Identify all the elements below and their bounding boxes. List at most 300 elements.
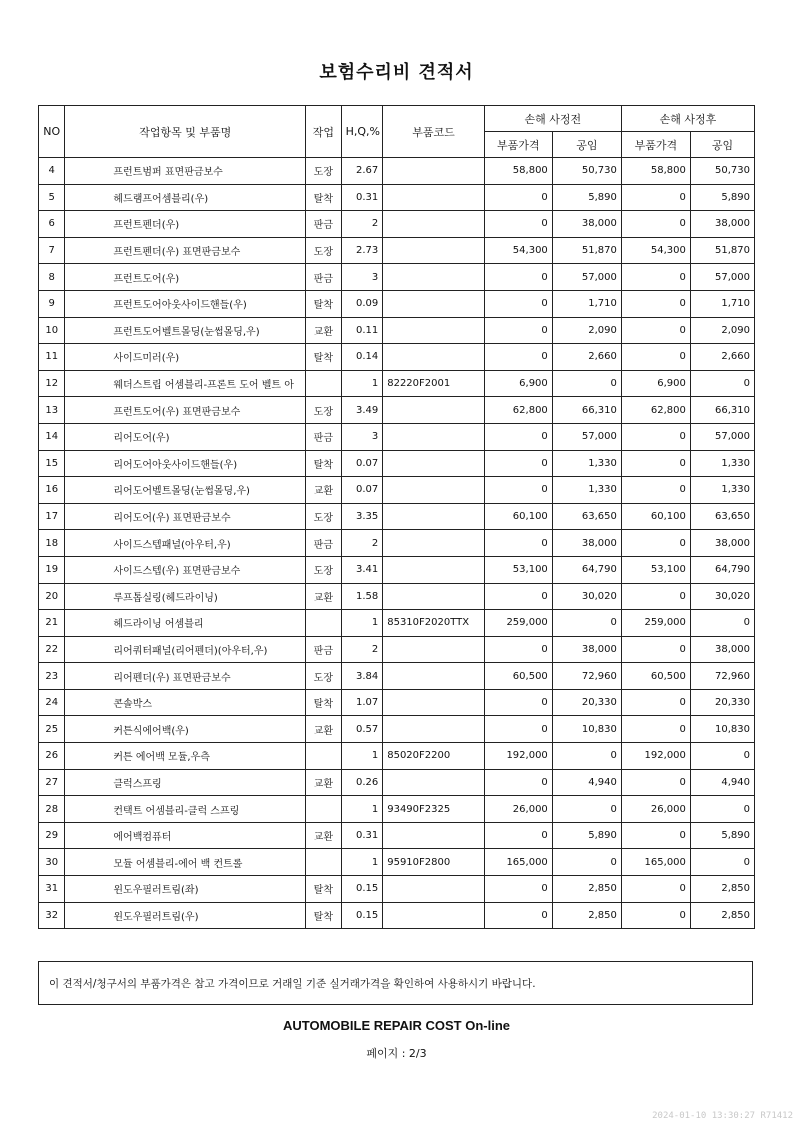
row-no: 32: [39, 902, 65, 929]
header-before-price: 부품가격: [484, 132, 552, 158]
table-row: [39, 796, 755, 823]
row-part-code: [383, 902, 485, 929]
row-before-labor: 5,890: [552, 822, 621, 849]
row-after-labor: 57,000: [690, 423, 754, 450]
row-item-name: 리어쿼터패널(리어펜더)(아우터,우): [65, 636, 306, 663]
row-part-code: [383, 663, 485, 690]
row-work: 교환: [306, 822, 342, 849]
row-after-price: 0: [621, 876, 690, 903]
row-before-price: 0: [484, 344, 552, 371]
row-item-name: 사이드미러(우): [65, 344, 306, 371]
header-before-labor: 공임: [552, 132, 621, 158]
row-work: 판금: [306, 530, 342, 557]
row-before-price: 0: [484, 264, 552, 291]
row-before-labor: 2,850: [552, 902, 621, 929]
row-after-price: 0: [621, 716, 690, 743]
table-row: [39, 344, 755, 371]
row-hq: 1: [341, 849, 383, 876]
row-before-price: 60,100: [484, 503, 552, 530]
row-before-price: 0: [484, 211, 552, 238]
row-before-price: 0: [484, 636, 552, 663]
row-before-price: 192,000: [484, 743, 552, 770]
row-after-labor: 0: [690, 743, 754, 770]
row-no: 8: [39, 264, 65, 291]
row-before-labor: 10,830: [552, 716, 621, 743]
row-part-code: [383, 317, 485, 344]
row-before-labor: 2,850: [552, 876, 621, 903]
row-part-code: [383, 397, 485, 424]
row-after-labor: 30,020: [690, 583, 754, 610]
row-hq: 0.07: [341, 477, 383, 504]
row-after-price: 0: [621, 530, 690, 557]
row-after-labor: 50,730: [690, 158, 754, 185]
row-part-code: [383, 344, 485, 371]
row-hq: 1: [341, 743, 383, 770]
row-item-name: 리어도어(우) 표면판금보수: [65, 503, 306, 530]
row-after-price: 0: [621, 477, 690, 504]
row-after-price: 0: [621, 290, 690, 317]
table-row: [39, 822, 755, 849]
row-after-labor: 64,790: [690, 556, 754, 583]
row-after-price: 192,000: [621, 743, 690, 770]
row-before-price: 165,000: [484, 849, 552, 876]
row-after-labor: 1,710: [690, 290, 754, 317]
row-part-code: [383, 876, 485, 903]
row-work: 교환: [306, 769, 342, 796]
row-hq: 0.07: [341, 450, 383, 477]
header-item: 작업항목 및 부품명: [65, 106, 306, 158]
row-after-labor: 20,330: [690, 689, 754, 716]
row-before-labor: 2,090: [552, 317, 621, 344]
row-hq: 0.09: [341, 290, 383, 317]
estimate-table: [38, 105, 755, 929]
row-work: 판금: [306, 264, 342, 291]
row-after-labor: 51,870: [690, 237, 754, 264]
row-after-price: 0: [621, 636, 690, 663]
row-item-name: 프런트펜더(우): [65, 211, 306, 238]
row-after-labor: 63,650: [690, 503, 754, 530]
row-hq: 3.41: [341, 556, 383, 583]
row-work: 도장: [306, 237, 342, 264]
row-before-labor: 57,000: [552, 423, 621, 450]
row-part-code: [383, 158, 485, 185]
row-item-name: 콘솔박스: [65, 689, 306, 716]
row-work: [306, 370, 342, 397]
row-hq: 1: [341, 610, 383, 637]
row-after-price: 0: [621, 769, 690, 796]
table-row: [39, 158, 755, 185]
row-before-price: 26,000: [484, 796, 552, 823]
row-work: 도장: [306, 663, 342, 690]
row-before-price: 0: [484, 450, 552, 477]
row-no: 16: [39, 477, 65, 504]
row-work: 교환: [306, 477, 342, 504]
row-hq: 1.58: [341, 583, 383, 610]
row-no: 31: [39, 876, 65, 903]
row-hq: 1: [341, 796, 383, 823]
row-item-name: 리어도어아웃사이드핸들(우): [65, 450, 306, 477]
row-after-price: 0: [621, 317, 690, 344]
row-item-name: 프런트도어아웃사이드핸들(우): [65, 290, 306, 317]
table-row: [39, 556, 755, 583]
row-after-labor: 66,310: [690, 397, 754, 424]
row-before-price: 0: [484, 530, 552, 557]
table-row: [39, 743, 755, 770]
row-no: 18: [39, 530, 65, 557]
table-row: [39, 902, 755, 929]
row-before-labor: 0: [552, 743, 621, 770]
row-before-labor: 2,660: [552, 344, 621, 371]
row-before-labor: 1,330: [552, 450, 621, 477]
row-after-price: 62,800: [621, 397, 690, 424]
row-item-name: 헤드라이닝 어셈블리: [65, 610, 306, 637]
header-after-labor: 공임: [690, 132, 754, 158]
row-after-labor: 5,890: [690, 822, 754, 849]
header-after: 손해 사정후: [621, 106, 754, 132]
table-row: [39, 503, 755, 530]
table-row: [39, 689, 755, 716]
row-item-name: 헤드램프어셈블리(우): [65, 184, 306, 211]
row-no: 15: [39, 450, 65, 477]
row-before-labor: 4,940: [552, 769, 621, 796]
row-after-labor: 4,940: [690, 769, 754, 796]
row-before-price: 53,100: [484, 556, 552, 583]
row-after-labor: 0: [690, 849, 754, 876]
header-work: 작업: [306, 106, 342, 158]
row-part-code: [383, 211, 485, 238]
row-before-labor: 0: [552, 610, 621, 637]
row-before-labor: 1,330: [552, 477, 621, 504]
price-notice: 이 견적서/청구서의 부품가격은 참고 가격이므로 거래일 기준 실거래가격을 확인하여 사용하시기 바랍니다.: [38, 961, 753, 1005]
row-after-price: 26,000: [621, 796, 690, 823]
table-row: [39, 317, 755, 344]
row-item-name: 프런트도어(우): [65, 264, 306, 291]
table-row: [39, 370, 755, 397]
header-after-price: 부품가격: [621, 132, 690, 158]
row-no: 30: [39, 849, 65, 876]
row-hq: 0.15: [341, 902, 383, 929]
row-after-labor: 1,330: [690, 477, 754, 504]
row-no: 10: [39, 317, 65, 344]
row-item-name: 프런트도어(우) 표면판금보수: [65, 397, 306, 424]
row-after-labor: 72,960: [690, 663, 754, 690]
row-part-code: [383, 716, 485, 743]
table-row: [39, 530, 755, 557]
row-work: 탈착: [306, 876, 342, 903]
footer-title: AUTOMOBILE REPAIR COST On-line: [282, 1018, 511, 1033]
table-row: [39, 290, 755, 317]
row-item-name: 커튼식에어백(우): [65, 716, 306, 743]
row-after-labor: 38,000: [690, 530, 754, 557]
row-item-name: 윈도우필러트림(우): [65, 902, 306, 929]
row-before-labor: 50,730: [552, 158, 621, 185]
page-number: 페이지 : 2/3: [366, 1047, 427, 1060]
row-before-price: 0: [484, 184, 552, 211]
row-no: 12: [39, 370, 65, 397]
row-item-name: 프런트범퍼 표면판금보수: [65, 158, 306, 185]
row-before-price: 62,800: [484, 397, 552, 424]
table-row: [39, 211, 755, 238]
row-part-code: 82220F2001: [383, 370, 485, 397]
row-item-name: 리어펜더(우) 표면판금보수: [65, 663, 306, 690]
table-row: [39, 610, 755, 637]
row-item-name: 커튼 에어백 모듈,우측: [65, 743, 306, 770]
row-before-labor: 38,000: [552, 530, 621, 557]
table-row: [39, 264, 755, 291]
row-after-labor: 1,330: [690, 450, 754, 477]
row-work: 도장: [306, 397, 342, 424]
row-hq: 1: [341, 370, 383, 397]
row-after-labor: 0: [690, 610, 754, 637]
row-part-code: [383, 290, 485, 317]
row-hq: 3.49: [341, 397, 383, 424]
row-part-code: 95910F2800: [383, 849, 485, 876]
row-before-price: 0: [484, 290, 552, 317]
row-after-labor: 2,850: [690, 876, 754, 903]
row-hq: 0.26: [341, 769, 383, 796]
row-before-labor: 0: [552, 370, 621, 397]
row-after-labor: 10,830: [690, 716, 754, 743]
row-before-labor: 51,870: [552, 237, 621, 264]
row-before-labor: 72,960: [552, 663, 621, 690]
row-before-labor: 1,710: [552, 290, 621, 317]
row-before-price: 0: [484, 876, 552, 903]
row-before-price: 0: [484, 822, 552, 849]
row-hq: 0.31: [341, 184, 383, 211]
row-part-code: 85020F2200: [383, 743, 485, 770]
row-before-price: 0: [484, 423, 552, 450]
row-after-price: 58,800: [621, 158, 690, 185]
row-after-labor: 38,000: [690, 211, 754, 238]
row-part-code: [383, 503, 485, 530]
row-part-code: [383, 450, 485, 477]
table-row: [39, 477, 755, 504]
row-no: 4: [39, 158, 65, 185]
row-before-price: 259,000: [484, 610, 552, 637]
row-before-labor: 38,000: [552, 211, 621, 238]
row-before-labor: 5,890: [552, 184, 621, 211]
row-work: 판금: [306, 636, 342, 663]
row-work: 탈착: [306, 184, 342, 211]
row-work: 교환: [306, 583, 342, 610]
table-row: [39, 769, 755, 796]
row-before-labor: 0: [552, 849, 621, 876]
row-before-labor: 38,000: [552, 636, 621, 663]
row-no: 5: [39, 184, 65, 211]
row-item-name: 윈도우필러트림(좌): [65, 876, 306, 903]
row-after-labor: 2,660: [690, 344, 754, 371]
row-after-price: 259,000: [621, 610, 690, 637]
row-item-name: 웨더스트립 어셈블리-프론트 도어 벨트 아: [65, 370, 306, 397]
row-before-price: 0: [484, 583, 552, 610]
row-work: 판금: [306, 423, 342, 450]
row-hq: 0.15: [341, 876, 383, 903]
row-work: [306, 610, 342, 637]
row-no: 9: [39, 290, 65, 317]
row-hq: 3: [341, 423, 383, 450]
row-work: 탈착: [306, 344, 342, 371]
row-after-price: 54,300: [621, 237, 690, 264]
row-before-price: 6,900: [484, 370, 552, 397]
row-item-name: 사이드스텝(우) 표면판금보수: [65, 556, 306, 583]
row-no: 26: [39, 743, 65, 770]
row-after-price: 0: [621, 211, 690, 238]
row-work: [306, 743, 342, 770]
row-after-labor: 2,090: [690, 317, 754, 344]
row-no: 27: [39, 769, 65, 796]
header-before: 손해 사정전: [484, 106, 621, 132]
row-before-price: 60,500: [484, 663, 552, 690]
row-hq: 2: [341, 530, 383, 557]
row-hq: 3.35: [341, 503, 383, 530]
table-row: [39, 583, 755, 610]
row-hq: 0.14: [341, 344, 383, 371]
row-item-name: 루프톱실링(헤드라이닝): [65, 583, 306, 610]
row-after-price: 53,100: [621, 556, 690, 583]
row-before-labor: 0: [552, 796, 621, 823]
row-no: 24: [39, 689, 65, 716]
row-item-name: 에어백컴퓨터: [65, 822, 306, 849]
table-row: [39, 849, 755, 876]
row-after-price: 0: [621, 822, 690, 849]
row-no: 6: [39, 211, 65, 238]
row-hq: 0.11: [341, 317, 383, 344]
table-row: [39, 663, 755, 690]
row-hq: 3: [341, 264, 383, 291]
row-no: 11: [39, 344, 65, 371]
row-item-name: 리어도어(우): [65, 423, 306, 450]
row-hq: 1.07: [341, 689, 383, 716]
estimate-rows: [39, 158, 755, 929]
row-before-labor: 57,000: [552, 264, 621, 291]
row-item-name: 사이드스텝패널(아우터,우): [65, 530, 306, 557]
row-work: [306, 849, 342, 876]
timestamp: 2024-01-10 13:30:27 R71412: [652, 1111, 793, 1121]
row-after-price: 6,900: [621, 370, 690, 397]
row-work: [306, 796, 342, 823]
row-before-labor: 66,310: [552, 397, 621, 424]
table-row: [39, 237, 755, 264]
row-hq: 0.57: [341, 716, 383, 743]
row-work: 교환: [306, 716, 342, 743]
table-row: [39, 716, 755, 743]
row-part-code: [383, 184, 485, 211]
row-work: 탈착: [306, 902, 342, 929]
row-work: 도장: [306, 503, 342, 530]
row-hq: 0.31: [341, 822, 383, 849]
table-row: [39, 876, 755, 903]
row-after-labor: 38,000: [690, 636, 754, 663]
row-item-name: 프런트펜더(우) 표면판금보수: [65, 237, 306, 264]
row-no: 29: [39, 822, 65, 849]
row-before-price: 0: [484, 769, 552, 796]
row-hq: 2: [341, 636, 383, 663]
row-work: 판금: [306, 211, 342, 238]
row-before-price: 0: [484, 716, 552, 743]
row-part-code: [383, 822, 485, 849]
row-part-code: [383, 530, 485, 557]
header-hq: H,Q,%: [341, 106, 383, 158]
row-no: 14: [39, 423, 65, 450]
row-after-price: 0: [621, 689, 690, 716]
row-before-price: 0: [484, 689, 552, 716]
row-before-price: 0: [484, 477, 552, 504]
row-after-labor: 2,850: [690, 902, 754, 929]
row-part-code: [383, 556, 485, 583]
row-before-labor: 30,020: [552, 583, 621, 610]
row-work: 도장: [306, 556, 342, 583]
row-after-price: 0: [621, 344, 690, 371]
row-item-name: 프런트도어벨트몰딩(눈썹몰딩,우): [65, 317, 306, 344]
table-row: [39, 184, 755, 211]
row-part-code: [383, 636, 485, 663]
row-part-code: [383, 423, 485, 450]
row-no: 25: [39, 716, 65, 743]
row-work: 탈착: [306, 689, 342, 716]
table-row: [39, 450, 755, 477]
row-work: 도장: [306, 158, 342, 185]
row-item-name: 클럭스프링: [65, 769, 306, 796]
row-after-price: 0: [621, 184, 690, 211]
row-no: 23: [39, 663, 65, 690]
row-after-price: 0: [621, 450, 690, 477]
row-work: 탈착: [306, 450, 342, 477]
row-no: 17: [39, 503, 65, 530]
row-before-labor: 20,330: [552, 689, 621, 716]
row-part-code: [383, 583, 485, 610]
row-after-price: 60,500: [621, 663, 690, 690]
row-hq: 2.67: [341, 158, 383, 185]
document-title: 보험수리비 견적서: [319, 62, 474, 83]
row-after-price: 165,000: [621, 849, 690, 876]
header-no: NO: [39, 106, 65, 158]
row-before-price: 58,800: [484, 158, 552, 185]
row-part-code: 93490F2325: [383, 796, 485, 823]
row-after-price: 0: [621, 264, 690, 291]
row-before-labor: 63,650: [552, 503, 621, 530]
row-after-price: 60,100: [621, 503, 690, 530]
row-no: 19: [39, 556, 65, 583]
row-work: 탈착: [306, 290, 342, 317]
row-after-price: 0: [621, 583, 690, 610]
row-part-code: 85310F2020TTX: [383, 610, 485, 637]
table-row: [39, 423, 755, 450]
row-no: 20: [39, 583, 65, 610]
row-part-code: [383, 237, 485, 264]
row-before-labor: 64,790: [552, 556, 621, 583]
row-no: 7: [39, 237, 65, 264]
row-no: 28: [39, 796, 65, 823]
row-no: 22: [39, 636, 65, 663]
row-after-labor: 0: [690, 370, 754, 397]
row-part-code: [383, 264, 485, 291]
row-no: 21: [39, 610, 65, 637]
row-part-code: [383, 769, 485, 796]
row-item-name: 모듈 어셈블리-에어 백 컨트롤: [65, 849, 306, 876]
row-part-code: [383, 477, 485, 504]
table-row: [39, 397, 755, 424]
row-after-price: 0: [621, 902, 690, 929]
row-after-labor: 5,890: [690, 184, 754, 211]
row-no: 13: [39, 397, 65, 424]
row-after-labor: 0: [690, 796, 754, 823]
table-row: [39, 636, 755, 663]
row-before-price: 0: [484, 317, 552, 344]
row-work: 교환: [306, 317, 342, 344]
row-after-price: 0: [621, 423, 690, 450]
row-item-name: 컨택트 어셈블리-클럭 스프링: [65, 796, 306, 823]
row-hq: 2: [341, 211, 383, 238]
